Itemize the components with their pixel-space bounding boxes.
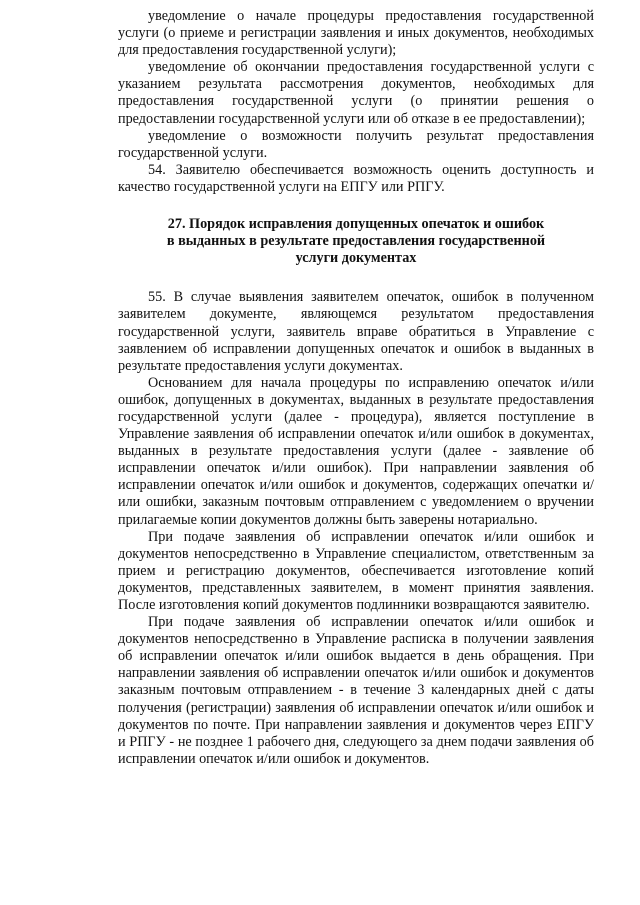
paragraph-notice-result: уведомление о возможности получить результат предоставления государственной услуги. xyxy=(118,127,594,161)
heading-line-2: в выданных в результате предоставления государственной xyxy=(166,233,546,250)
document-page xyxy=(118,8,594,768)
paragraph-direct-submission: При подаче заявления об исправлении опечаток и/или ошибок и документов непосредственно в Управление специалистом, ответственным за прием и регистрацию документов, обеспечивается изготовление копий документов, представленных заявителем, в момент принятия заявления. После изготовления копий документов подлинники возвращаются заявителю. xyxy=(118,528,594,613)
paragraph-notice-start: уведомление о начале процедуры предоставления государственной услуги (о приеме и регистрации заявления и иных документов, необходимых для предоставления государственной услуги); xyxy=(118,8,594,59)
paragraph-54: 54. Заявителю обеспечивается возможность оценить доступность и качество государственной услуги на ЕПГУ или РПГУ. xyxy=(118,161,594,195)
paragraph-55: 55. В случае выявления заявителем опечаток, ошибок в полученном заявителем документе, являющемся результатом предоставления государственной услуги, заявитель вправе обратиться в Управление с заявлением об исправлении допущенных опечаток и ошибок в выданных в результате предоставления услуги документах. xyxy=(118,289,594,374)
paragraph-procedure-basis: Основанием для начала процедуры по исправлению опечаток и/или ошибок, допущенных в документах, выданных в результате предоставления государственной услуги (далее - процедура), является поступление в Управление заявления об исправлении опечаток и/или ошибок в документах, выданных в результате предоставления услуги (далее - заявление об исправлении опечаток и/или ошибок). При направлении заявления об исправлении опечаток и/или ошибок и документов, содержащих опечатки и/или ошибки, заказным почтовым отправлением с уведомлением о вручении прилагаемые копии документов должны быть заверены нотариально. xyxy=(118,374,594,528)
paragraph-receipt: При подаче заявления об исправлении опечаток и/или ошибок и документов непосредственно в Управление расписка в получении заявления об исправлении опечаток и/или ошибок выдается в день обращения. При направлении заявления об исправлении опечаток и/или ошибок и документов заказным почтовым отправлением - в течение 3 календарных дней с даты получения (регистрации) заявления об исправлении опечаток и/или ошибок и документов по почте. При направлении заявления и документов через ЕПГУ и РПГУ - не позднее 1 рабочего дня, следующего за днем подачи заявления об исправлении опечаток и/или ошибок и документов. xyxy=(118,614,594,767)
heading-line-1: 27. Порядок исправления допущенных опечаток и ошибок xyxy=(167,216,545,233)
paragraph-notice-end: уведомление об окончании предоставления государственной услуги с указанием результата рассмотрения документов, необходимых для предоставления государственной услуги (о принятии решения о предоставлении государственной услуги или об отказе в ее предоставлении); xyxy=(118,59,594,127)
section-heading xyxy=(118,216,594,267)
heading-line-3: услуги документах xyxy=(295,250,417,267)
